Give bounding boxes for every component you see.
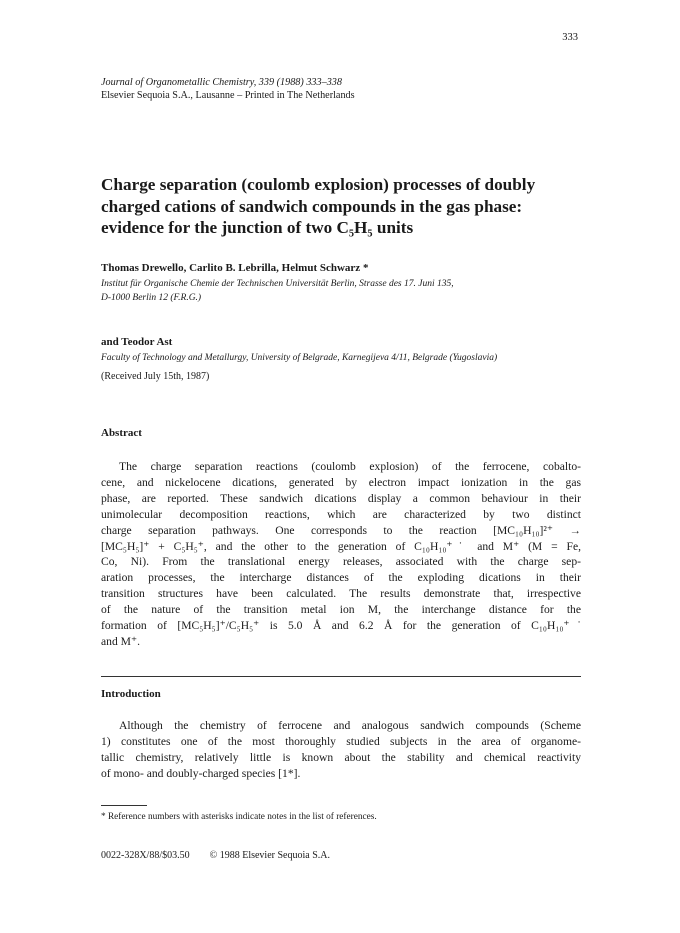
price-code: 0022-328X/88/$03.50	[101, 850, 190, 861]
copyright-notice: © 1988 Elsevier Sequoia S.A.	[209, 850, 330, 861]
footnote: * Reference numbers with asterisks indicate notes in the list of references.	[101, 812, 377, 822]
author-list: Thomas Drewello, Carlito B. Lebrilla, Helmut Schwarz *	[101, 262, 369, 274]
title-line: Charge separation (coulomb explosion) processes of doubly	[101, 175, 536, 194]
abstract-line: and M⁺.	[101, 634, 140, 648]
footnote-divider	[101, 805, 147, 806]
publisher-line: Elsevier Sequoia S.A., Lausanne – Printed in The Netherlands	[101, 90, 355, 101]
abstract-body	[101, 459, 581, 650]
intro-line: Although the chemistry of ferrocene and analogous sandwich compounds (Scheme	[119, 719, 581, 732]
copyright-line	[101, 850, 330, 861]
abstract-line: aration processes, the intercharge distances of the exploding dications in their	[101, 571, 581, 585]
article-title	[101, 174, 581, 239]
title-line: charged cations of sandwich compounds in the gas phase:	[101, 196, 523, 216]
abstract-line: [MC₅H₅]⁺ + C₅H₅⁺, and the other to the generation of C₁₀H₁₀⁺˙ and M⁺ (M = Fe,	[101, 539, 581, 553]
abstract-line: transition structures have been calculated. The results demonstrate that, irrespective	[101, 587, 581, 601]
page-number: 333	[562, 32, 578, 43]
abstract-line: The charge separation reactions (coulomb explosion) of the ferrocene, cobalto-	[119, 460, 581, 473]
title-line: evidence for the junction of two C₅H₅ units	[101, 218, 414, 237]
abstract-line: of the nature of the transition metal ion M, the interchange distance for the	[101, 603, 581, 617]
abstract-heading: Abstract	[101, 427, 142, 439]
intro-line: of mono- and doubly-charged species [1*].	[101, 766, 301, 780]
affiliation-line: D-1000 Berlin 12 (F.R.G.)	[101, 292, 202, 303]
abstract-line: Co, Ni). From the translational energy releases, associated with the charge sep-	[101, 555, 581, 569]
introduction-body	[101, 718, 581, 782]
journal-citation: Journal of Organometallic Chemistry, 339 (1988) 333–338	[101, 77, 342, 88]
abstract-line: unimolecular decomposition reactions, which are characterized by two distinct	[101, 507, 581, 521]
intro-line: tallic chemistry, relatively little is known about the stability and chemical reactivity	[101, 750, 581, 764]
author-affiliation	[101, 278, 454, 305]
section-divider	[101, 676, 581, 677]
second-affiliation: Faculty of Technology and Metallurgy, University of Belgrade, Karnegijeva 4/11, Belgrade (Yugoslavia)	[101, 353, 498, 363]
second-author: and Teodor Ast	[101, 336, 173, 348]
abstract-line: charge separation pathways. One corresponds to the reaction [MC₁₀H₁₀]²⁺ →	[101, 523, 581, 537]
received-date: (Received July 15th, 1987)	[101, 371, 210, 382]
abstract-line: formation of [MC₅H₅]⁺/C₅H₅⁺ is 5.0 Å and 6.2 Å for the generation of C₁₀H₁₀⁺˙	[101, 619, 581, 633]
journal-header	[101, 76, 355, 102]
abstract-line: phase, are reported. These sandwich dications display a common behaviour in their	[101, 491, 581, 505]
affiliation-line: Institut für Organische Chemie der Technischen Universität Berlin, Strasse des 17. Juni 135,	[101, 279, 454, 289]
intro-line: 1) constitutes one of the most thoroughly studied subjects in the area of organome-	[101, 734, 581, 748]
introduction-heading: Introduction	[101, 688, 161, 700]
abstract-line: cene, and nickelocene dications, generated by electron impact ionization in the gas	[101, 475, 581, 489]
